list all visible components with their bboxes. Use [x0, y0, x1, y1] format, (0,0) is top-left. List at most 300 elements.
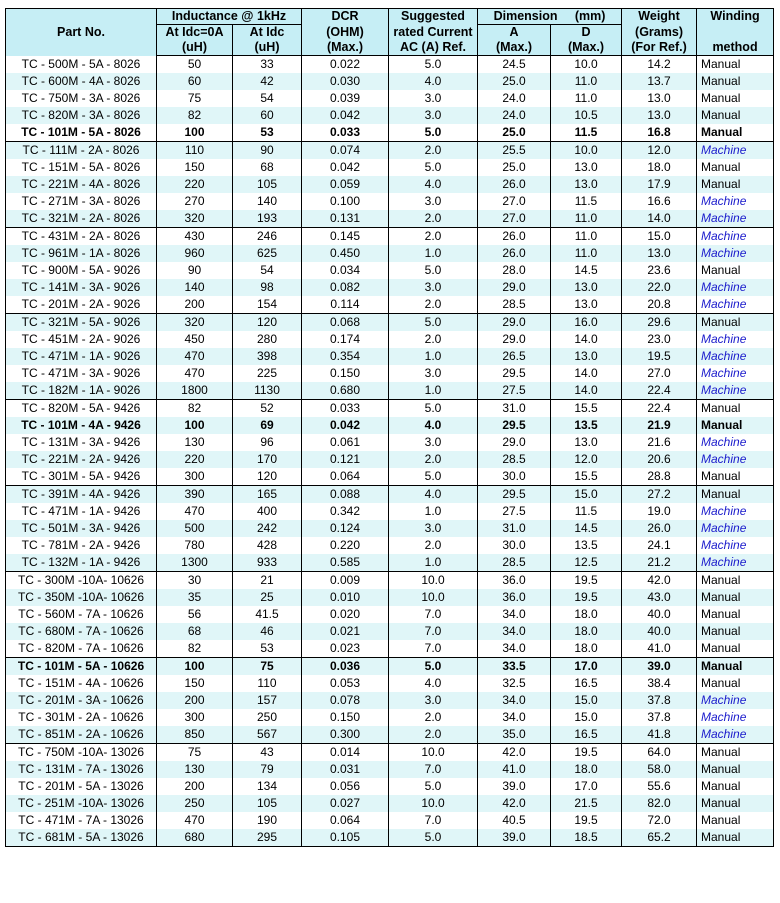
weight-cell: 20.6 [622, 451, 697, 468]
dimension-a-cell: 27.0 [478, 193, 551, 210]
inductance-idc0-cell: 140 [157, 279, 233, 296]
header-inductance: Inductance @ 1kHz [157, 9, 302, 25]
winding-method-cell: Manual [697, 778, 774, 795]
header-winding-method: method [697, 40, 774, 56]
winding-method-cell: Manual [697, 675, 774, 692]
dimension-d-cell: 13.0 [551, 348, 622, 365]
inductance-idc0-cell: 100 [157, 417, 233, 434]
dimension-a-cell: 31.0 [478, 520, 551, 537]
header-at-idc0-unit: (uH) [157, 40, 233, 56]
winding-method-cell: Machine [697, 434, 774, 451]
inductance-idc-cell: 54 [233, 262, 302, 279]
dcr-cell: 0.150 [302, 365, 389, 382]
part-number-cell: TC - 560M - 7A - 10626 [6, 606, 157, 623]
dimension-d-cell: 13.5 [551, 537, 622, 554]
dimension-d-cell: 18.0 [551, 606, 622, 623]
rated-current-cell: 2.0 [389, 142, 478, 160]
winding-method-cell: Machine [697, 382, 774, 400]
dcr-cell: 0.020 [302, 606, 389, 623]
rated-current-cell: 2.0 [389, 451, 478, 468]
inductance-idc-cell: 110 [233, 675, 302, 692]
weight-cell: 72.0 [622, 812, 697, 829]
inductance-idc-cell: 52 [233, 400, 302, 418]
header-dim-d: D [551, 25, 622, 41]
inductance-idc0-cell: 320 [157, 314, 233, 332]
dimension-a-cell: 28.5 [478, 296, 551, 314]
table-row [6, 56, 774, 74]
rated-current-cell: 3.0 [389, 692, 478, 709]
winding-method-cell: Machine [697, 692, 774, 709]
rated-current-cell: 5.0 [389, 124, 478, 142]
weight-cell: 65.2 [622, 829, 697, 847]
winding-method-cell: Manual [697, 829, 774, 847]
winding-method-cell: Machine [697, 520, 774, 537]
table-row [6, 210, 774, 228]
inductance-idc0-cell: 850 [157, 726, 233, 744]
dimension-a-cell: 34.0 [478, 692, 551, 709]
rated-current-cell: 4.0 [389, 486, 478, 504]
rated-current-cell: 1.0 [389, 348, 478, 365]
inductance-idc0-cell: 270 [157, 193, 233, 210]
rated-current-cell: 1.0 [389, 503, 478, 520]
dcr-cell: 0.010 [302, 589, 389, 606]
dcr-cell: 0.031 [302, 761, 389, 778]
dimension-d-cell: 17.0 [551, 658, 622, 676]
winding-method-cell: Manual [697, 589, 774, 606]
weight-cell: 28.8 [622, 468, 697, 486]
inductance-idc0-cell: 75 [157, 744, 233, 762]
inductance-idc-cell: 79 [233, 761, 302, 778]
table-row [6, 606, 774, 623]
inductance-idc0-cell: 960 [157, 245, 233, 262]
dimension-a-cell: 29.0 [478, 279, 551, 296]
inductance-idc-cell: 120 [233, 468, 302, 486]
weight-cell: 13.0 [622, 245, 697, 262]
dimension-d-cell: 14.0 [551, 331, 622, 348]
winding-method-cell: Manual [697, 812, 774, 829]
weight-cell: 18.0 [622, 159, 697, 176]
part-number-cell: TC - 471M - 1A - 9026 [6, 348, 157, 365]
inductance-idc0-cell: 220 [157, 451, 233, 468]
dimension-d-cell: 18.0 [551, 623, 622, 640]
dimension-d-cell: 19.5 [551, 572, 622, 590]
inductance-idc-cell: 96 [233, 434, 302, 451]
table-row [6, 262, 774, 279]
inductance-idc0-cell: 90 [157, 262, 233, 279]
table-row [6, 400, 774, 418]
table-row [6, 365, 774, 382]
table-row [6, 675, 774, 692]
dimension-a-cell: 32.5 [478, 675, 551, 692]
inductance-idc0-cell: 500 [157, 520, 233, 537]
table-row [6, 451, 774, 468]
inductance-idc-cell: 933 [233, 554, 302, 572]
part-number-cell: TC - 431M - 2A - 8026 [6, 228, 157, 246]
table-row [6, 382, 774, 400]
dcr-cell: 0.300 [302, 726, 389, 744]
dcr-cell: 0.088 [302, 486, 389, 504]
winding-method-cell: Manual [697, 90, 774, 107]
rated-current-cell: 1.0 [389, 554, 478, 572]
weight-cell: 82.0 [622, 795, 697, 812]
dimension-a-cell: 29.0 [478, 434, 551, 451]
inductance-idc-cell: 90 [233, 142, 302, 160]
table-row [6, 829, 774, 847]
winding-method-cell: Machine [697, 228, 774, 246]
dcr-cell: 0.061 [302, 434, 389, 451]
winding-method-cell: Machine [697, 726, 774, 744]
part-number-cell: TC - 151M - 5A - 8026 [6, 159, 157, 176]
weight-cell: 55.6 [622, 778, 697, 795]
weight-cell: 29.6 [622, 314, 697, 332]
inductance-idc-cell: 280 [233, 331, 302, 348]
table-row [6, 245, 774, 262]
part-number-cell: TC - 820M - 3A - 8026 [6, 107, 157, 124]
dcr-cell: 0.342 [302, 503, 389, 520]
rated-current-cell: 3.0 [389, 193, 478, 210]
weight-cell: 41.8 [622, 726, 697, 744]
dimension-d-cell: 15.0 [551, 486, 622, 504]
weight-cell: 64.0 [622, 744, 697, 762]
inductance-idc0-cell: 680 [157, 829, 233, 847]
table-row [6, 503, 774, 520]
dimension-a-cell: 26.0 [478, 176, 551, 193]
table-row [6, 795, 774, 812]
dcr-cell: 0.680 [302, 382, 389, 400]
table-row [6, 778, 774, 795]
winding-method-cell: Manual [697, 658, 774, 676]
dimension-a-cell: 35.0 [478, 726, 551, 744]
rated-current-cell: 3.0 [389, 520, 478, 537]
dcr-cell: 0.036 [302, 658, 389, 676]
dimension-a-cell: 39.0 [478, 778, 551, 795]
dimension-d-cell: 19.5 [551, 744, 622, 762]
part-number-cell: TC - 451M - 2A - 9026 [6, 331, 157, 348]
dimension-a-cell: 24.0 [478, 107, 551, 124]
header-dim-a: A [478, 25, 551, 41]
winding-method-cell: Machine [697, 331, 774, 348]
dcr-cell: 0.100 [302, 193, 389, 210]
dimension-d-cell: 21.5 [551, 795, 622, 812]
inductance-idc-cell: 140 [233, 193, 302, 210]
weight-cell: 39.0 [622, 658, 697, 676]
winding-method-cell: Manual [697, 73, 774, 90]
table-row [6, 331, 774, 348]
rated-current-cell: 10.0 [389, 589, 478, 606]
inductance-idc-cell: 225 [233, 365, 302, 382]
inductance-idc0-cell: 82 [157, 400, 233, 418]
inductance-idc0-cell: 60 [157, 73, 233, 90]
weight-cell: 27.2 [622, 486, 697, 504]
dcr-cell: 0.039 [302, 90, 389, 107]
part-number-cell: TC - 680M - 7A - 10626 [6, 623, 157, 640]
table-row [6, 228, 774, 246]
part-number-cell: TC - 750M -10A- 13026 [6, 744, 157, 762]
dimension-a-cell: 25.5 [478, 142, 551, 160]
dimension-a-cell: 42.0 [478, 744, 551, 762]
dimension-d-cell: 10.0 [551, 56, 622, 74]
inductance-idc-cell: 46 [233, 623, 302, 640]
dcr-cell: 0.053 [302, 675, 389, 692]
part-number-cell: TC - 600M - 4A - 8026 [6, 73, 157, 90]
dimension-a-cell: 25.0 [478, 73, 551, 90]
dimension-a-cell: 33.5 [478, 658, 551, 676]
dimension-d-cell: 12.0 [551, 451, 622, 468]
part-number-cell: TC - 221M - 2A - 9426 [6, 451, 157, 468]
dcr-cell: 0.220 [302, 537, 389, 554]
table-row [6, 107, 774, 124]
header-dcr: DCR [302, 9, 389, 25]
table-row [6, 812, 774, 829]
dimension-d-cell: 15.5 [551, 400, 622, 418]
part-number-cell: TC - 301M - 2A - 10626 [6, 709, 157, 726]
winding-method-cell: Machine [697, 193, 774, 210]
dcr-cell: 0.030 [302, 73, 389, 90]
dimension-d-cell: 19.5 [551, 589, 622, 606]
table-row [6, 520, 774, 537]
inductance-idc0-cell: 82 [157, 107, 233, 124]
weight-cell: 27.0 [622, 365, 697, 382]
rated-current-cell: 2.0 [389, 726, 478, 744]
table-row [6, 572, 774, 590]
inductance-idc0-cell: 130 [157, 434, 233, 451]
dimension-d-cell: 15.0 [551, 709, 622, 726]
dimension-d-cell: 13.0 [551, 434, 622, 451]
table-row [6, 348, 774, 365]
winding-method-cell: Manual [697, 486, 774, 504]
dimension-a-cell: 24.5 [478, 56, 551, 74]
rated-current-cell: 1.0 [389, 245, 478, 262]
rated-current-cell: 2.0 [389, 709, 478, 726]
table-row [6, 537, 774, 554]
dcr-cell: 0.042 [302, 159, 389, 176]
dcr-cell: 0.450 [302, 245, 389, 262]
table-row [6, 142, 774, 160]
winding-method-cell: Manual [697, 314, 774, 332]
inductance-idc-cell: 41.5 [233, 606, 302, 623]
winding-method-cell: Manual [697, 795, 774, 812]
dimension-a-cell: 28.0 [478, 262, 551, 279]
inductance-idc-cell: 567 [233, 726, 302, 744]
part-number-cell: TC - 820M - 5A - 9426 [6, 400, 157, 418]
inductance-idc-cell: 105 [233, 176, 302, 193]
dcr-cell: 0.033 [302, 124, 389, 142]
inductance-idc-cell: 165 [233, 486, 302, 504]
inductance-idc-cell: 120 [233, 314, 302, 332]
dcr-cell: 0.145 [302, 228, 389, 246]
rated-current-cell: 2.0 [389, 228, 478, 246]
weight-cell: 41.0 [622, 640, 697, 658]
inductance-idc-cell: 98 [233, 279, 302, 296]
dimension-d-cell: 11.0 [551, 228, 622, 246]
dcr-cell: 0.042 [302, 107, 389, 124]
part-number-cell: TC - 501M - 3A - 9426 [6, 520, 157, 537]
weight-cell: 22.4 [622, 400, 697, 418]
weight-cell: 37.8 [622, 709, 697, 726]
part-number-cell: TC - 131M - 3A - 9426 [6, 434, 157, 451]
part-number-cell: TC - 132M - 1A - 9426 [6, 554, 157, 572]
winding-method-cell: Manual [697, 56, 774, 74]
dimension-d-cell: 13.0 [551, 279, 622, 296]
dcr-cell: 0.014 [302, 744, 389, 762]
winding-method-cell: Machine [697, 210, 774, 228]
rated-current-cell: 5.0 [389, 262, 478, 279]
rated-current-cell: 5.0 [389, 400, 478, 418]
dimension-d-cell: 11.5 [551, 124, 622, 142]
rated-current-cell: 3.0 [389, 279, 478, 296]
table-row [6, 692, 774, 709]
inductance-idc-cell: 75 [233, 658, 302, 676]
weight-cell: 38.4 [622, 675, 697, 692]
part-number-cell: TC - 321M - 2A - 8026 [6, 210, 157, 228]
inductance-idc-cell: 295 [233, 829, 302, 847]
weight-cell: 24.1 [622, 537, 697, 554]
part-number-cell: TC - 391M - 4A - 9426 [6, 486, 157, 504]
table-row [6, 640, 774, 658]
inductance-idc-cell: 1130 [233, 382, 302, 400]
part-number-cell: TC - 750M - 3A - 8026 [6, 90, 157, 107]
weight-cell: 22.4 [622, 382, 697, 400]
inductance-idc-cell: 190 [233, 812, 302, 829]
weight-cell: 13.0 [622, 90, 697, 107]
header-at-idc0: At Idc=0A [157, 25, 233, 41]
dimension-d-cell: 18.0 [551, 640, 622, 658]
table-row [6, 486, 774, 504]
dimension-d-cell: 11.0 [551, 245, 622, 262]
weight-cell: 16.6 [622, 193, 697, 210]
dimension-a-cell: 29.5 [478, 417, 551, 434]
inductance-idc-cell: 69 [233, 417, 302, 434]
dimension-d-cell: 11.0 [551, 210, 622, 228]
weight-cell: 43.0 [622, 589, 697, 606]
weight-cell: 12.0 [622, 142, 697, 160]
header-current-rated: rated Current [389, 25, 478, 41]
rated-current-cell: 10.0 [389, 795, 478, 812]
winding-method-cell: Machine [697, 554, 774, 572]
dimension-d-cell: 15.0 [551, 692, 622, 709]
table-row [6, 623, 774, 640]
table-row [6, 761, 774, 778]
dimension-d-cell: 14.5 [551, 520, 622, 537]
dcr-cell: 0.105 [302, 829, 389, 847]
dcr-cell: 0.068 [302, 314, 389, 332]
dimension-d-cell: 15.5 [551, 468, 622, 486]
rated-current-cell: 5.0 [389, 159, 478, 176]
header-weight-unit: (Grams) [622, 25, 697, 41]
table-row [6, 159, 774, 176]
inductance-idc-cell: 625 [233, 245, 302, 262]
inductance-idc0-cell: 30 [157, 572, 233, 590]
dimension-d-cell: 12.5 [551, 554, 622, 572]
dcr-cell: 0.064 [302, 812, 389, 829]
inductance-idc0-cell: 68 [157, 623, 233, 640]
header-winding-blank [697, 25, 774, 41]
inductance-idc0-cell: 56 [157, 606, 233, 623]
dcr-cell: 0.027 [302, 795, 389, 812]
part-number-cell: TC - 961M - 1A - 8026 [6, 245, 157, 262]
dcr-cell: 0.009 [302, 572, 389, 590]
dcr-cell: 0.033 [302, 400, 389, 418]
dcr-cell: 0.056 [302, 778, 389, 795]
rated-current-cell: 3.0 [389, 107, 478, 124]
dimension-d-cell: 13.0 [551, 176, 622, 193]
weight-cell: 42.0 [622, 572, 697, 590]
dcr-cell: 0.114 [302, 296, 389, 314]
inductance-idc-cell: 428 [233, 537, 302, 554]
dimension-d-cell: 14.0 [551, 365, 622, 382]
header-dcr-unit: (OHM) [302, 25, 389, 41]
part-number-cell: TC - 851M - 2A - 10626 [6, 726, 157, 744]
winding-method-cell: Manual [697, 262, 774, 279]
dimension-a-cell: 41.0 [478, 761, 551, 778]
header-dim-a-max: (Max.) [478, 40, 551, 56]
dcr-cell: 0.074 [302, 142, 389, 160]
table-row [6, 90, 774, 107]
rated-current-cell: 5.0 [389, 778, 478, 795]
part-number-cell: TC - 500M - 5A - 8026 [6, 56, 157, 74]
dimension-d-cell: 13.0 [551, 159, 622, 176]
dimension-a-cell: 26.5 [478, 348, 551, 365]
dcr-cell: 0.021 [302, 623, 389, 640]
part-number-cell: TC - 101M - 4A - 9426 [6, 417, 157, 434]
dimension-d-cell: 14.0 [551, 382, 622, 400]
weight-cell: 23.0 [622, 331, 697, 348]
winding-method-cell: Machine [697, 279, 774, 296]
inductance-idc-cell: 21 [233, 572, 302, 590]
part-number-cell: TC - 251M -10A- 13026 [6, 795, 157, 812]
rated-current-cell: 3.0 [389, 365, 478, 382]
part-number-cell: TC - 681M - 5A - 13026 [6, 829, 157, 847]
rated-current-cell: 3.0 [389, 434, 478, 451]
inductance-idc0-cell: 100 [157, 124, 233, 142]
winding-method-cell: Machine [697, 451, 774, 468]
dimension-a-cell: 28.5 [478, 451, 551, 468]
inductance-idc-cell: 105 [233, 795, 302, 812]
inductance-idc0-cell: 470 [157, 348, 233, 365]
inductance-idc0-cell: 300 [157, 468, 233, 486]
header-winding: Winding [697, 9, 774, 25]
dcr-cell: 0.121 [302, 451, 389, 468]
inductance-idc0-cell: 200 [157, 778, 233, 795]
winding-method-cell: Manual [697, 400, 774, 418]
inductance-idc-cell: 400 [233, 503, 302, 520]
rated-current-cell: 7.0 [389, 623, 478, 640]
winding-method-cell: Machine [697, 709, 774, 726]
inductance-idc-cell: 134 [233, 778, 302, 795]
dcr-cell: 0.082 [302, 279, 389, 296]
inductance-idc0-cell: 150 [157, 675, 233, 692]
table-row [6, 176, 774, 193]
dimension-d-cell: 11.5 [551, 193, 622, 210]
dcr-cell: 0.174 [302, 331, 389, 348]
header-dcr-max: (Max.) [302, 40, 389, 56]
part-number-cell: TC - 131M - 7A - 13026 [6, 761, 157, 778]
dimension-d-cell: 11.0 [551, 90, 622, 107]
inductance-idc0-cell: 35 [157, 589, 233, 606]
winding-method-cell: Machine [697, 142, 774, 160]
dimension-d-cell: 19.5 [551, 812, 622, 829]
part-number-cell: TC - 201M - 5A - 13026 [6, 778, 157, 795]
weight-cell: 26.0 [622, 520, 697, 537]
dimension-a-cell: 36.0 [478, 589, 551, 606]
rated-current-cell: 5.0 [389, 658, 478, 676]
dcr-cell: 0.034 [302, 262, 389, 279]
inductance-idc-cell: 157 [233, 692, 302, 709]
part-number-cell: TC - 820M - 7A - 10626 [6, 640, 157, 658]
winding-method-cell: Machine [697, 503, 774, 520]
part-number-cell: TC - 182M - 1A - 9026 [6, 382, 157, 400]
winding-method-cell: Manual [697, 417, 774, 434]
